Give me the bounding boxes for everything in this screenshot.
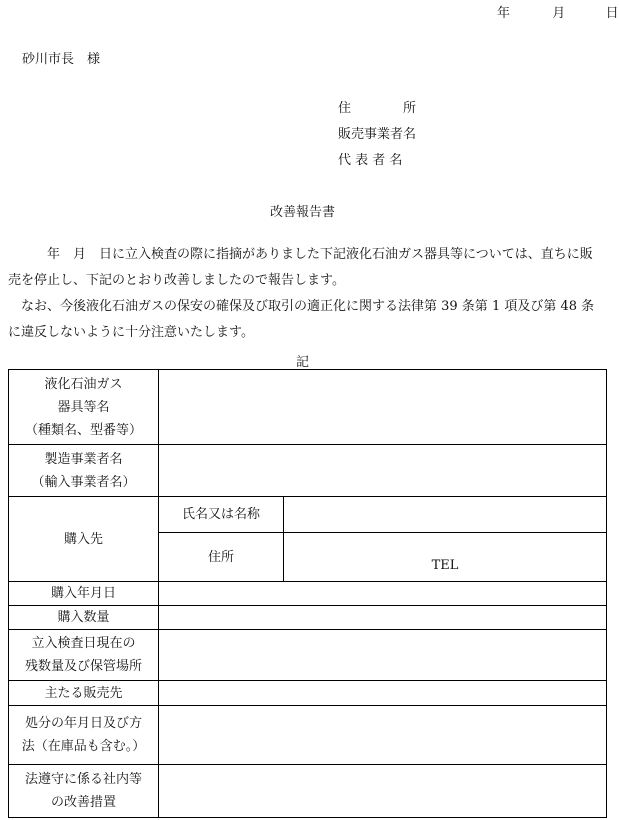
label-quantity: 購入数量	[9, 606, 159, 630]
purchase-date-field[interactable]	[159, 582, 607, 606]
label-supplier-name: 氏名又は名称	[159, 497, 284, 533]
main-seller-field[interactable]	[159, 681, 607, 706]
label-manufacturer: 製造事業者名 （輸入事業者名）	[9, 445, 159, 497]
table-row	[9, 370, 607, 445]
label-purchase-from: 購入先	[9, 497, 159, 582]
table-row	[9, 497, 607, 533]
table-row	[9, 582, 607, 606]
quantity-field[interactable]	[159, 606, 607, 630]
disposal-field[interactable]	[159, 706, 607, 765]
report-table	[8, 369, 607, 818]
addressee: 砂川市長 様	[22, 52, 101, 67]
supplier-name-field[interactable]	[284, 497, 607, 533]
label-remaining-stock: 立入検査日現在の 残数量及び保管場所	[9, 630, 159, 681]
table-row	[9, 681, 607, 706]
label-supplier-address: 住所	[159, 533, 284, 582]
date-line	[497, 2, 619, 21]
label-purchase-date: 購入年月日	[9, 582, 159, 606]
date-month-label: 月	[552, 6, 566, 21]
date-year-label: 年	[497, 6, 511, 21]
label-disposal: 処分の年月日及び方 法（在庫品も含む。）	[9, 706, 159, 765]
ki-heading: 記	[295, 355, 309, 370]
label-appliance-name: 液化石油ガス 器具等名 （種類名、型番等）	[9, 370, 159, 445]
tel-label: TEL	[431, 558, 459, 573]
table-row	[9, 706, 607, 765]
label-improvement-measures: 法遵守に係る社内等 の改善措置	[9, 765, 159, 818]
improvement-measures-field[interactable]	[159, 765, 607, 818]
table-row	[9, 630, 607, 681]
remaining-stock-field[interactable]	[159, 630, 607, 681]
sender-company-label: 販売事業者名	[338, 127, 417, 142]
manufacturer-field[interactable]	[159, 445, 607, 497]
label-main-seller: 主たる販売先	[9, 681, 159, 706]
supplier-address-field[interactable]	[284, 533, 607, 582]
sender-address-label: 住 所	[338, 101, 417, 116]
table-row	[9, 765, 607, 818]
date-day-label: 日	[605, 6, 619, 21]
table-row	[9, 445, 607, 497]
sender-representative-label: 代 表 者 名	[338, 153, 403, 168]
paragraph-report: 年 月 日に立入検査の際に指摘がありました下記液化石油ガス器具等については、直ちに販売を停止し、下記のとおり改善しましたので報告します。	[8, 247, 593, 288]
table-row	[9, 606, 607, 630]
appliance-name-field[interactable]	[159, 370, 607, 445]
paragraph-notice: なお、今後液化石油ガスの保安の確保及び取引の適正化に関する法律第 39 条第 1 項及び第 48 条に違反しないように十分注意いたします。	[8, 299, 595, 340]
document-title: 改善報告書	[269, 205, 335, 220]
